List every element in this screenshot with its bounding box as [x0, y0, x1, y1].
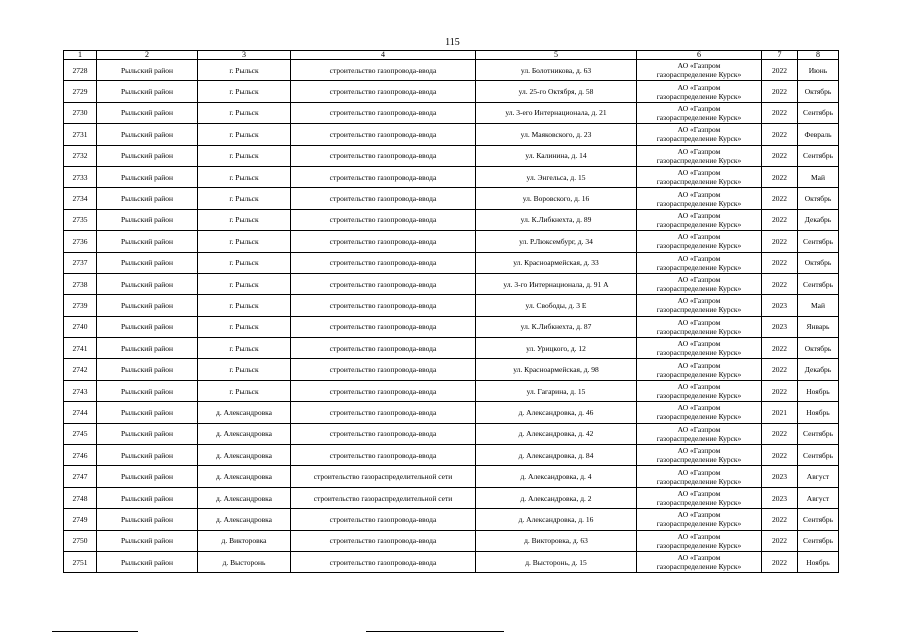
year-cell: 2022	[762, 166, 798, 187]
organization-line-1: АО «Газпром	[677, 489, 721, 498]
organization-cell	[637, 338, 762, 359]
organization-line-1: АО «Газпром	[677, 510, 721, 520]
month-cell: Сентябрь	[798, 145, 839, 166]
year-cell: 2022	[762, 60, 798, 81]
month-cell: Октябрь	[798, 338, 839, 359]
organization-cell	[637, 530, 762, 551]
organization-line-1: АО «Газпром	[677, 210, 721, 220]
organization-cell	[637, 145, 762, 166]
address-cell: д. Александровка, д. 2	[476, 487, 637, 508]
year-cell: 2022	[762, 231, 798, 252]
work-type-cell: строительство газопровода-ввода	[291, 423, 476, 444]
organization-line-1: АО «Газпром	[677, 317, 721, 327]
organization-line-2: газораспределение Курск»	[656, 134, 742, 144]
organization-cell	[637, 295, 762, 316]
month-cell: Сентябрь	[798, 445, 839, 466]
district-cell: Рыльский район	[97, 487, 198, 508]
table-row	[64, 551, 839, 572]
locality-cell: д. Александровка	[198, 445, 291, 466]
locality-cell: г. Рыльск	[198, 102, 291, 123]
organization-line-2: газораспределение Курск»	[656, 305, 742, 315]
table-row	[64, 273, 839, 294]
table-row	[64, 423, 839, 444]
table-row	[64, 209, 839, 230]
locality-cell: г. Рыльск	[198, 209, 291, 230]
district-cell: Рыльский район	[97, 188, 198, 209]
district-cell: Рыльский район	[97, 209, 198, 230]
organization-cell	[637, 124, 762, 145]
work-type-cell: строительство газопровода-ввода	[291, 81, 476, 102]
work-type-cell: строительство газопровода-ввода	[291, 124, 476, 145]
work-type-cell: строительство газопровода-ввода	[291, 509, 476, 530]
district-cell: Рыльский район	[97, 445, 198, 466]
row-number-cell: 2732	[64, 145, 97, 166]
organization-cell	[637, 509, 762, 530]
page-number: 115	[445, 37, 460, 48]
address-cell: ул. 3-го Интернационала, д. 91 А	[476, 273, 637, 294]
month-cell: Сентябрь	[798, 102, 839, 123]
year-cell: 2022	[762, 359, 798, 380]
col-header-year: 7	[762, 51, 798, 60]
year-cell: 2021	[762, 402, 798, 423]
col-header-district: 2	[97, 51, 198, 60]
year-cell: 2022	[762, 124, 798, 145]
work-type-cell: строительство газопровода-ввода	[291, 102, 476, 123]
row-number-cell: 2747	[64, 466, 97, 487]
organization-line-2: газораспределение Курск»	[656, 70, 742, 80]
table-row	[64, 60, 839, 81]
address-cell: ул. Воровского, д. 16	[476, 188, 637, 209]
organization-cell	[637, 188, 762, 209]
organization-cell	[637, 402, 762, 423]
month-cell: Октябрь	[798, 81, 839, 102]
year-cell: 2022	[762, 445, 798, 466]
locality-cell: г. Рыльск	[198, 166, 291, 187]
work-type-cell: строительство газопровода-ввода	[291, 273, 476, 294]
month-cell: Ноябрь	[798, 402, 839, 423]
table-row	[64, 466, 839, 487]
month-cell: Сентябрь	[798, 231, 839, 252]
row-number-cell: 2748	[64, 487, 97, 508]
work-type-cell: строительство газопровода-ввода	[291, 316, 476, 337]
work-type-cell: строительство газопровода-ввода	[291, 359, 476, 380]
organization-line-2: газораспределение Курск»	[656, 562, 742, 572]
row-number-cell: 2743	[64, 380, 97, 401]
organization-line-2: газораспределение Курск»	[656, 391, 742, 401]
table-row	[64, 124, 839, 145]
locality-cell: д. Александровка	[198, 423, 291, 444]
district-cell: Рыльский район	[97, 316, 198, 337]
organization-line-2: газораспределение Курск»	[656, 112, 742, 122]
year-cell: 2022	[762, 509, 798, 530]
district-cell: Рыльский район	[97, 380, 198, 401]
month-cell: Август	[798, 466, 839, 487]
organization-line-2: газораспределение Курск»	[656, 412, 742, 422]
organization-line-1: АО «Газпром	[677, 360, 721, 370]
year-cell: 2022	[762, 530, 798, 551]
row-number-cell: 2729	[64, 81, 97, 102]
organization-line-1: АО «Газпром	[677, 168, 721, 178]
year-cell: 2022	[762, 81, 798, 102]
organization-line-2: газораспределение Курск»	[656, 476, 742, 486]
work-type-cell: строительство газопровода-ввода	[291, 338, 476, 359]
organization-line-2: газораспределение Курск»	[656, 540, 742, 550]
locality-cell: г. Рыльск	[198, 60, 291, 81]
month-cell: Февраль	[798, 124, 839, 145]
table-row	[64, 316, 839, 337]
work-type-cell: строительство газопровода-ввода	[291, 145, 476, 166]
row-number-cell: 2733	[64, 166, 97, 187]
locality-cell: г. Рыльск	[198, 231, 291, 252]
locality-cell: г. Рыльск	[198, 145, 291, 166]
month-cell: Май	[798, 166, 839, 187]
address-cell: ул. Гагарина, д. 15	[476, 380, 637, 401]
district-cell: Рыльский район	[97, 295, 198, 316]
organization-line-1: АО «Газпром	[677, 61, 721, 71]
row-number-cell: 2728	[64, 60, 97, 81]
address-cell: ул. Красноармейская, д. 33	[476, 252, 637, 273]
work-type-cell: строительство газопровода-ввода	[291, 295, 476, 316]
year-cell: 2022	[762, 380, 798, 401]
col-header-work: 4	[291, 51, 476, 60]
table-row	[64, 445, 839, 466]
organization-line-2: газораспределение Курск»	[656, 519, 742, 529]
month-cell: Сентябрь	[798, 273, 839, 294]
locality-cell: г. Рыльск	[198, 273, 291, 294]
address-cell: ул. Болотникова, д. 63	[476, 60, 637, 81]
district-cell: Рыльский район	[97, 530, 198, 551]
table-row	[64, 231, 839, 252]
organization-line-1: АО «Газпром	[677, 467, 721, 477]
table-row	[64, 509, 839, 530]
district-cell: Рыльский район	[97, 81, 198, 102]
locality-cell: г. Рыльск	[198, 295, 291, 316]
organization-line-1: АО «Газпром	[677, 189, 721, 199]
address-cell: д. Александровка, д. 42	[476, 423, 637, 444]
month-cell: Май	[798, 295, 839, 316]
organization-line-1: АО «Газпром	[677, 232, 721, 242]
organization-cell	[637, 102, 762, 123]
district-cell: Рыльский район	[97, 231, 198, 252]
organization-line-2: газораспределение Курск»	[656, 241, 742, 251]
organization-line-2: газораспределение Курск»	[656, 262, 742, 272]
district-cell: Рыльский район	[97, 338, 198, 359]
organization-line-1: АО «Газпром	[677, 446, 721, 456]
row-number-cell: 2739	[64, 295, 97, 316]
address-cell: д. Высторонь, д. 15	[476, 551, 637, 572]
locality-cell: г. Рыльск	[198, 81, 291, 102]
table-row	[64, 81, 839, 102]
organization-cell	[637, 209, 762, 230]
address-cell: ул. 25-го Октября, д. 58	[476, 81, 637, 102]
row-number-cell: 2744	[64, 402, 97, 423]
address-cell: ул. 3-его Интернационала, д. 21	[476, 102, 637, 123]
year-cell: 2022	[762, 188, 798, 209]
organization-line-2: газораспределение Курск»	[656, 498, 742, 507]
col-header-organization: 6	[637, 51, 762, 60]
row-number-cell: 2741	[64, 338, 97, 359]
locality-cell: д. Высторонь	[198, 551, 291, 572]
district-cell: Рыльский район	[97, 359, 198, 380]
district-cell: Рыльский район	[97, 551, 198, 572]
address-cell: ул. Урицкого, д. 12	[476, 338, 637, 359]
table-row	[64, 252, 839, 273]
row-number-cell: 2735	[64, 209, 97, 230]
locality-cell: г. Рыльск	[198, 252, 291, 273]
table-row	[64, 338, 839, 359]
district-cell: Рыльский район	[97, 145, 198, 166]
work-type-cell: строительство газораспределительной сети	[291, 487, 476, 508]
organization-cell	[637, 166, 762, 187]
organization-cell	[637, 60, 762, 81]
row-number-cell: 2742	[64, 359, 97, 380]
locality-cell: д. Александровка	[198, 509, 291, 530]
year-cell: 2022	[762, 338, 798, 359]
locality-cell: д. Александровка	[198, 402, 291, 423]
work-type-cell: строительство газопровода-ввода	[291, 551, 476, 572]
row-number-cell: 2740	[64, 316, 97, 337]
header-row	[64, 51, 839, 60]
gasification-schedule-table	[63, 50, 839, 573]
month-cell: Сентябрь	[798, 423, 839, 444]
organization-line-2: газораспределение Курск»	[656, 177, 742, 187]
organization-cell	[637, 81, 762, 102]
work-type-cell: строительство газопровода-ввода	[291, 166, 476, 187]
year-cell: 2022	[762, 551, 798, 572]
month-cell: Декабрь	[798, 209, 839, 230]
organization-line-2: газораспределение Курск»	[656, 155, 742, 165]
row-number-cell: 2750	[64, 530, 97, 551]
district-cell: Рыльский район	[97, 273, 198, 294]
organization-line-2: газораспределение Курск»	[656, 219, 742, 229]
district-cell: Рыльский район	[97, 509, 198, 530]
organization-line-1: АО «Газпром	[677, 424, 721, 434]
table-row	[64, 145, 839, 166]
organization-cell	[637, 445, 762, 466]
organization-line-2: газораспределение Курск»	[656, 326, 742, 336]
address-cell: д. Александровка, д. 4	[476, 466, 637, 487]
table-row	[64, 188, 839, 209]
district-cell: Рыльский район	[97, 60, 198, 81]
organization-line-1: АО «Газпром	[677, 125, 721, 135]
locality-cell: г. Рыльск	[198, 380, 291, 401]
locality-cell: г. Рыльск	[198, 316, 291, 337]
table-row	[64, 102, 839, 123]
locality-cell: д. Викторовка	[198, 530, 291, 551]
organization-line-2: газораспределение Курск»	[656, 455, 742, 465]
address-cell: д. Александровка, д. 46	[476, 402, 637, 423]
organization-line-1: АО «Газпром	[677, 382, 721, 392]
organization-cell	[637, 551, 762, 572]
organization-cell	[637, 423, 762, 444]
row-number-cell: 2746	[64, 445, 97, 466]
month-cell: Декабрь	[798, 359, 839, 380]
address-cell: д. Александровка, д. 84	[476, 445, 637, 466]
work-type-cell: строительство газопровода-ввода	[291, 402, 476, 423]
month-cell: Октябрь	[798, 252, 839, 273]
month-cell: Октябрь	[798, 188, 839, 209]
row-number-cell: 2731	[64, 124, 97, 145]
district-cell: Рыльский район	[97, 252, 198, 273]
work-type-cell: строительство газораспределительной сети	[291, 466, 476, 487]
work-type-cell: строительство газопровода-ввода	[291, 445, 476, 466]
address-cell: ул. Энгельса, д. 15	[476, 166, 637, 187]
address-cell: ул. Маяковского, д. 23	[476, 124, 637, 145]
district-cell: Рыльский район	[97, 423, 198, 444]
col-header-number: 1	[64, 51, 97, 60]
row-number-cell: 2737	[64, 252, 97, 273]
month-cell: Сентябрь	[798, 509, 839, 530]
organization-cell	[637, 380, 762, 401]
year-cell: 2023	[762, 295, 798, 316]
year-cell: 2022	[762, 423, 798, 444]
row-number-cell: 2734	[64, 188, 97, 209]
organization-line-1: АО «Газпром	[677, 403, 721, 413]
organization-line-2: газораспределение Курск»	[656, 198, 742, 208]
col-header-locality: 3	[198, 51, 291, 60]
locality-cell: г. Рыльск	[198, 338, 291, 359]
organization-line-1: АО «Газпром	[677, 275, 721, 285]
month-cell: Июнь	[798, 60, 839, 81]
address-cell: ул. Калинина, д. 14	[476, 145, 637, 166]
organization-line-1: АО «Газпром	[677, 296, 721, 306]
table-row	[64, 487, 839, 508]
organization-line-1: АО «Газпром	[677, 253, 721, 263]
table-row	[64, 402, 839, 423]
work-type-cell: строительство газопровода-ввода	[291, 231, 476, 252]
col-header-month: 8	[798, 51, 839, 60]
address-cell: ул. Свободы, д. 3 Е	[476, 295, 637, 316]
table-row	[64, 380, 839, 401]
organization-line-2: газораспределение Курск»	[656, 348, 742, 358]
year-cell: 2022	[762, 209, 798, 230]
organization-cell	[637, 231, 762, 252]
work-type-cell: строительство газопровода-ввода	[291, 60, 476, 81]
year-cell: 2023	[762, 487, 798, 508]
district-cell: Рыльский район	[97, 402, 198, 423]
address-cell: д. Викторовка, д. 63	[476, 530, 637, 551]
month-cell: Ноябрь	[798, 551, 839, 572]
locality-cell: д. Александровка	[198, 487, 291, 508]
month-cell: Январь	[798, 316, 839, 337]
row-number-cell: 2738	[64, 273, 97, 294]
year-cell: 2022	[762, 273, 798, 294]
organization-line-1: АО «Газпром	[677, 82, 721, 92]
row-number-cell: 2751	[64, 551, 97, 572]
table-row	[64, 166, 839, 187]
address-cell: ул. К.Либкнехта, д. 87	[476, 316, 637, 337]
organization-line-2: газораспределение Курск»	[656, 284, 742, 294]
organization-line-1: АО «Газпром	[677, 531, 721, 541]
row-number-cell: 2749	[64, 509, 97, 530]
locality-cell: д. Александровка	[198, 466, 291, 487]
work-type-cell: строительство газопровода-ввода	[291, 530, 476, 551]
row-number-cell: 2736	[64, 231, 97, 252]
work-type-cell: строительство газопровода-ввода	[291, 188, 476, 209]
organization-line-1: АО «Газпром	[677, 553, 721, 563]
year-cell: 2022	[762, 145, 798, 166]
year-cell: 2022	[762, 252, 798, 273]
col-header-address: 5	[476, 51, 637, 60]
work-type-cell: строительство газопровода-ввода	[291, 209, 476, 230]
month-cell: Ноябрь	[798, 380, 839, 401]
address-cell: ул. Красноармейская, д. 98	[476, 359, 637, 380]
year-cell: 2022	[762, 102, 798, 123]
district-cell: Рыльский район	[97, 166, 198, 187]
address-cell: ул. Р.Люксембург, д. 34	[476, 231, 637, 252]
month-cell: Сентябрь	[798, 530, 839, 551]
footer-line-left	[52, 631, 138, 632]
table-row	[64, 359, 839, 380]
district-cell: Рыльский район	[97, 466, 198, 487]
locality-cell: г. Рыльск	[198, 124, 291, 145]
organization-line-1: АО «Газпром	[677, 339, 721, 349]
organization-cell	[637, 487, 762, 508]
organization-line-1: АО «Газпром	[677, 103, 721, 113]
district-cell: Рыльский район	[97, 102, 198, 123]
locality-cell: г. Рыльск	[198, 188, 291, 209]
table-row	[64, 530, 839, 551]
row-number-cell: 2745	[64, 423, 97, 444]
address-cell: д. Александровка, д. 16	[476, 509, 637, 530]
footer-line-right	[366, 631, 504, 632]
organization-cell	[637, 273, 762, 294]
district-cell: Рыльский район	[97, 124, 198, 145]
organization-line-2: газораспределение Курск»	[656, 91, 742, 101]
locality-cell: г. Рыльск	[198, 359, 291, 380]
organization-line-2: газораспределение Курск»	[656, 433, 742, 443]
address-cell: ул. К.Либкнехта, д. 89	[476, 209, 637, 230]
organization-cell	[637, 252, 762, 273]
month-cell: Август	[798, 487, 839, 508]
organization-line-2: газораспределение Курск»	[656, 369, 742, 379]
year-cell: 2023	[762, 466, 798, 487]
organization-cell	[637, 359, 762, 380]
year-cell: 2023	[762, 316, 798, 337]
work-type-cell: строительство газопровода-ввода	[291, 252, 476, 273]
table-row	[64, 295, 839, 316]
work-type-cell: строительство газопровода-ввода	[291, 380, 476, 401]
organization-cell	[637, 316, 762, 337]
row-number-cell: 2730	[64, 102, 97, 123]
organization-cell	[637, 466, 762, 487]
organization-line-1: АО «Газпром	[677, 146, 721, 156]
